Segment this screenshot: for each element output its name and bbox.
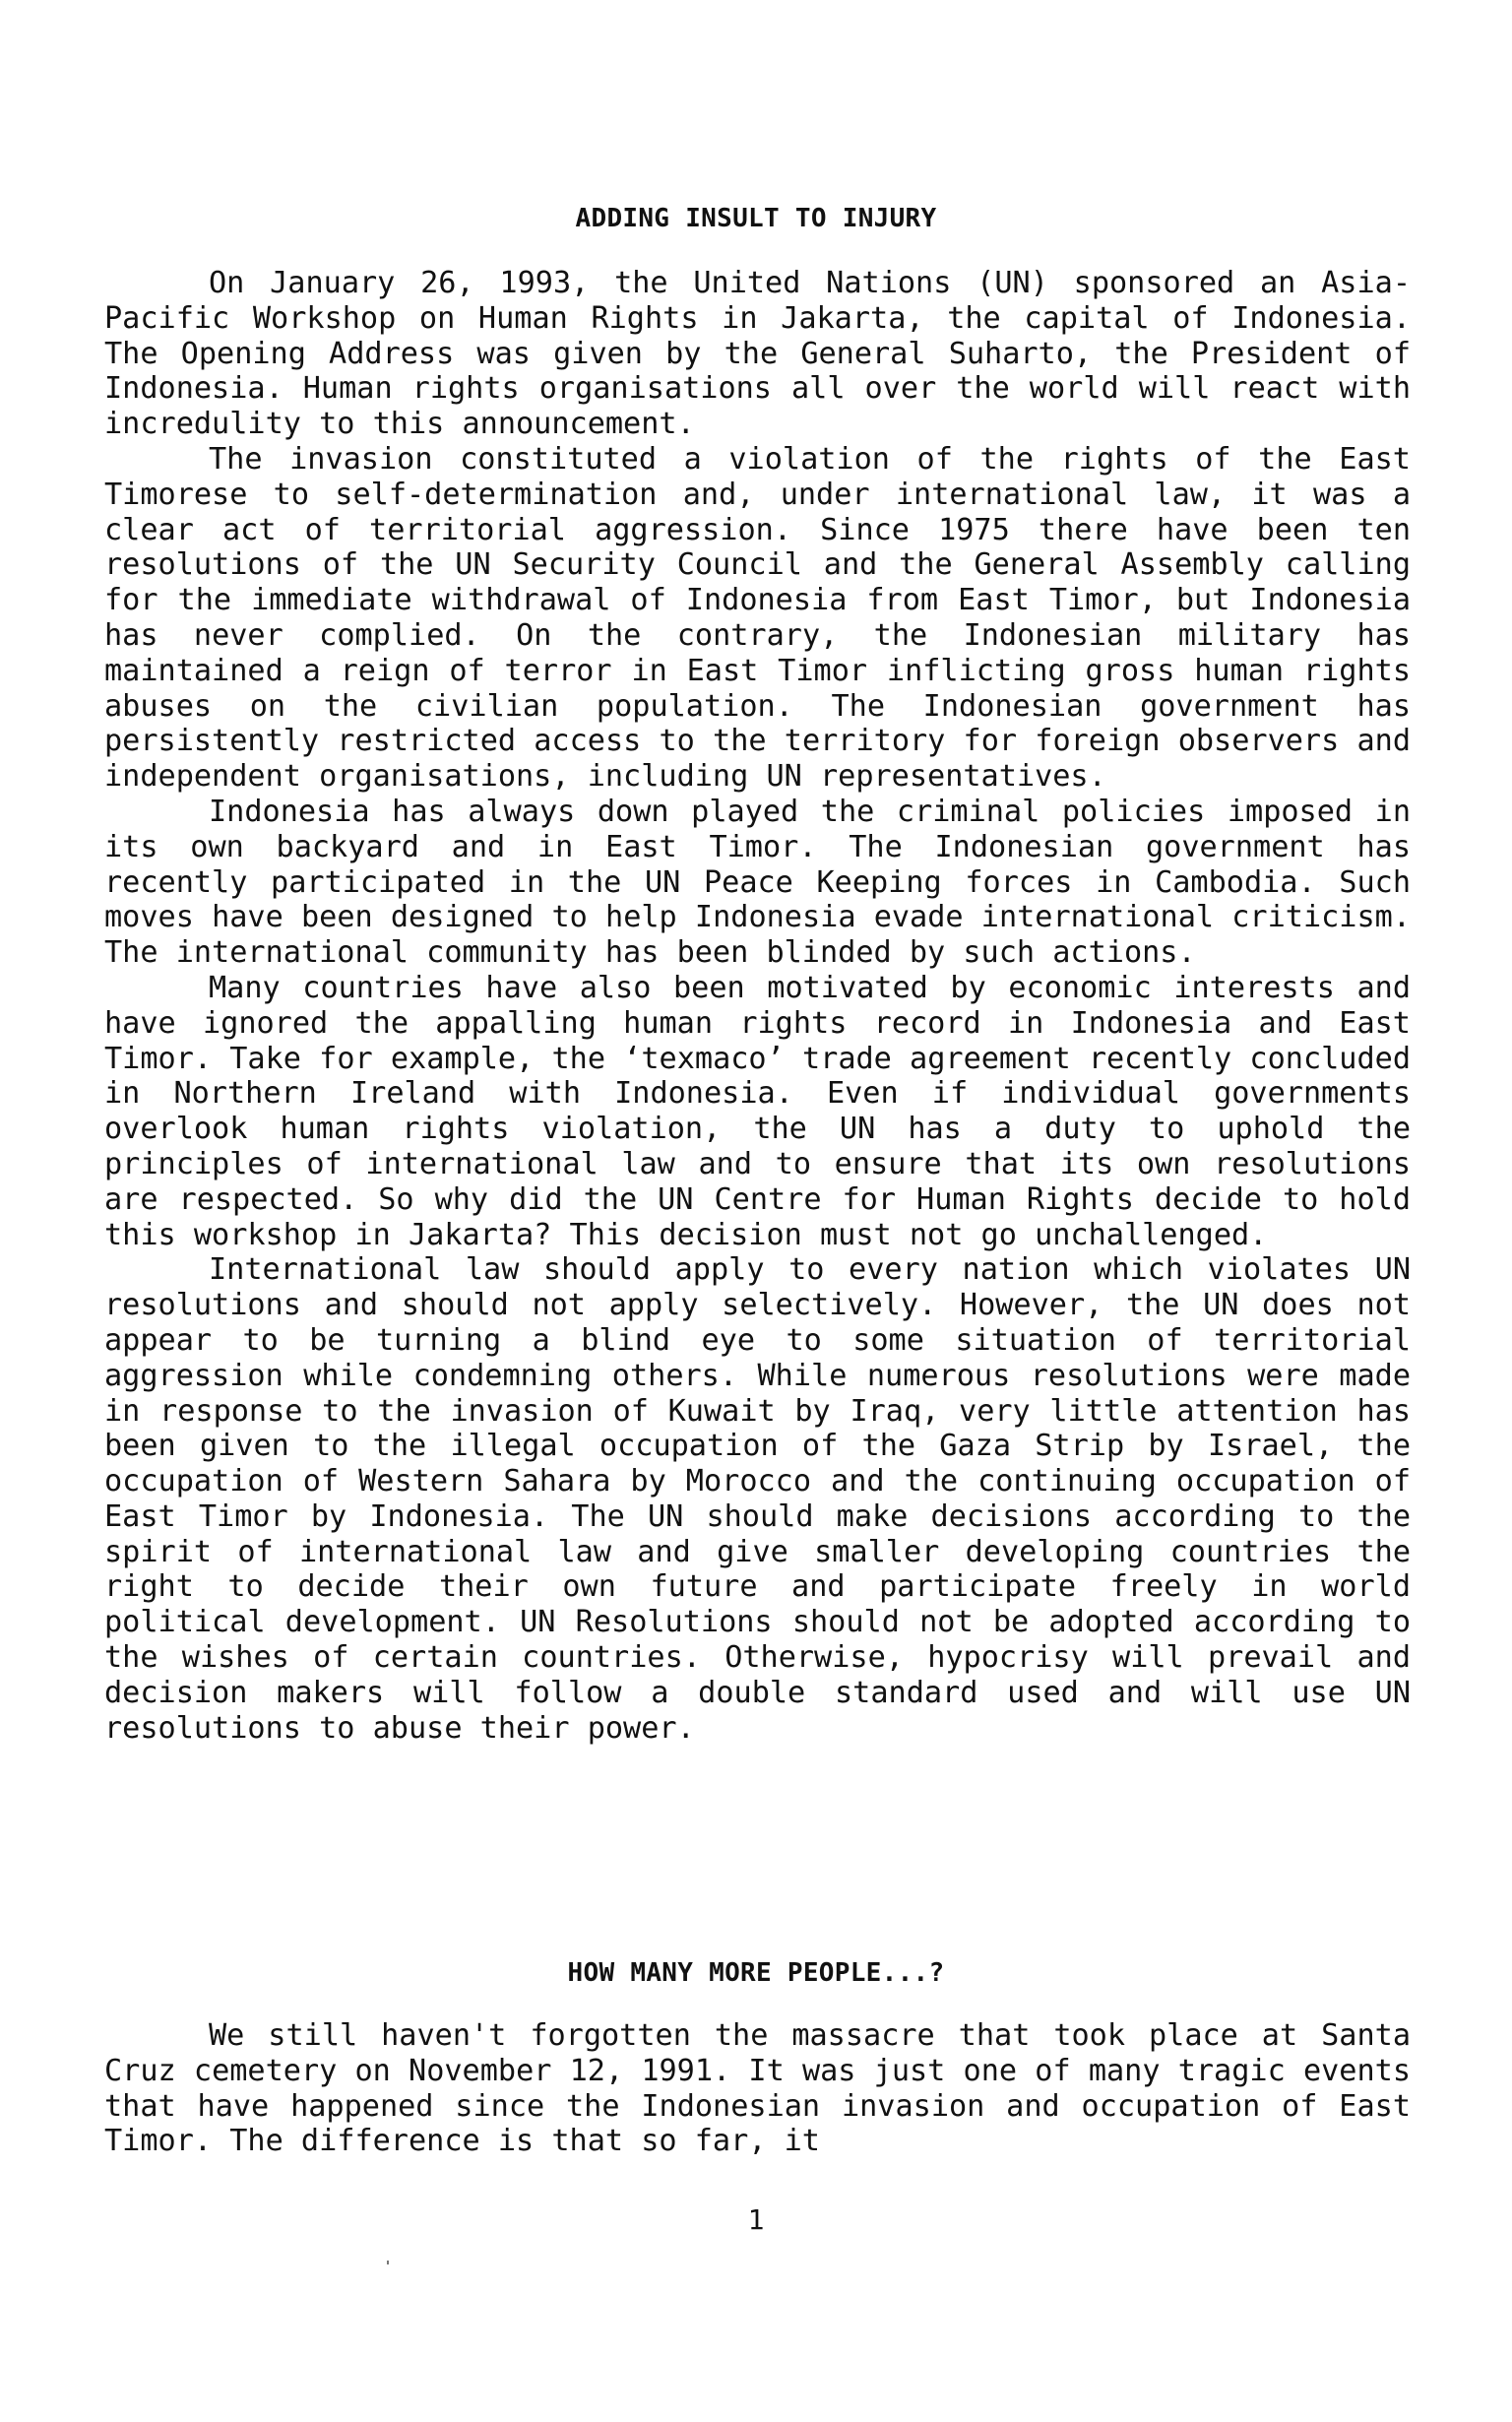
paragraph-4: Many countries have also been motivated by economic interests and have ignored the appalling human rights record in Indonesia and East Timor. Take for example, the ‘texmaco’ trade agreement recently concluded in Northern Ireland with Indonesia. Even if individual governments overlook human rights violation, the UN has a duty to uphold the principles of international law and to ensure that its own resolutions are respected. So why did the UN Centre for Human Rights decide to hold this workshop in Jakarta? This decision must not go unchallenged.: [104, 970, 1411, 1252]
scan-speck: [387, 2261, 389, 2264]
paragraph-1: On January 26, 1993, the United Nations (UN) sponsored an Asia-Pacific Workshop on Human Rights in Jakarta, the capital of Indonesia. The Opening Address was given by the General Suharto, the President of Indonesia. Human rights organisations all over the world will react with incredulity to this announcement.: [104, 266, 1411, 442]
section-heading: HOW MANY MORE PEOPLE...?: [567, 1958, 945, 1988]
section-body: [104, 2018, 1411, 2159]
document-title: ADDING INSULT TO INJURY: [575, 204, 937, 233]
paragraph-2: The invasion constituted a violation of the rights of the East Timorese to self-determination and, under international law, it was a clear act of territorial aggression. Since 1975 there have been ten resolutions of the UN Security Council and the General Assembly calling for the immediate withdrawal of Indonesia from East Timor, but Indonesia has never complied. On the contrary, the Indonesian military has maintained a reign of terror in East Timor inflicting gross human rights abuses on the civilian population. The Indonesian government has persistently restricted access to the territory for foreign observers and independent organisations, including UN representatives.: [104, 441, 1411, 795]
page-number: 1: [747, 2203, 765, 2236]
article-body: [104, 266, 1411, 1746]
paragraph-3: Indonesia has always down played the criminal policies imposed in its own backyard and in East Timor. The Indonesian government has recently participated in the UN Peace Keeping forces in Cambodia. Such moves have been designed to help Indonesia evade international criticism. The international community has been blinded by such actions.: [104, 794, 1411, 971]
section-paragraph: We still haven't forgotten the massacre that took place at Santa Cruz cemetery on November 12, 1991. It was just one of many tragic events that have happened since the Indonesian invasion and occupation of East Timor. The difference is that so far, it: [104, 2018, 1411, 2159]
paragraph-5: International law should apply to every nation which violates UN resolutions and should not apply selectively. However, the UN does not appear to be turning a blind eye to some situation of territorial aggression while condemning others. While numerous resolutions were made in response to the invasion of Kuwait by Iraq, very little attention has been given to the illegal occupation of the Gaza Strip by Israel, the occupation of Western Sahara by Morocco and the continuing occupation of East Timor by Indonesia. The UN should make decisions according to the spirit of international law and give smaller developing countries the right to decide their own future and participate freely in world political development. UN Resolutions should not be adopted according to the wishes of certain countries. Otherwise, hypocrisy will prevail and decision makers will follow a double standard used and will use UN resolutions to abuse their power.: [104, 1252, 1411, 1746]
